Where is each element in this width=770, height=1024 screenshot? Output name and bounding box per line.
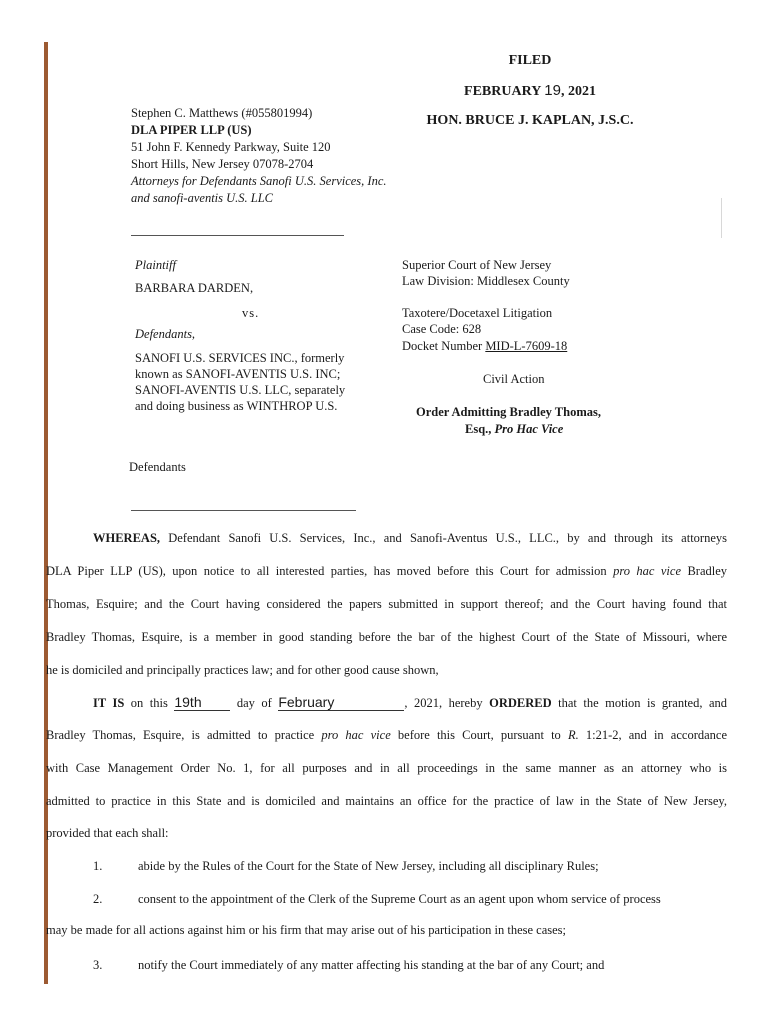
ordered-rest: that the motion is granted, and (558, 696, 728, 710)
whereas-line-5: he is domiciled and principally practices law; and for other good cause shown, (46, 663, 439, 677)
attorney-name: Stephen C. Matthews (#055801994) (131, 106, 313, 120)
civil-action: Civil Action (483, 372, 545, 386)
order-text-2e: 1:21-2, and in accordance (585, 728, 728, 742)
whereas-line-3: Thomas, Esquire; and the Court having considered the papers submitted in support thereof; and the Court having found that (46, 597, 727, 611)
defendant-line: known as SANOFI-AVENTIS U.S. INC; (135, 367, 341, 381)
rule-ref: R. (567, 728, 579, 742)
faint-divider (721, 198, 722, 238)
it-is-label: IT IS (93, 696, 125, 710)
defendant-line: and doing business as WINTHROP U.S. (135, 399, 338, 413)
plaintiff-name: BARBARA DARDEN, (135, 281, 254, 295)
order-text-2a: Bradley Thomas, Esquire, is admitted to practice (46, 728, 315, 742)
filed-year: , 2021 (560, 84, 596, 99)
defendants-label: Defendants, (135, 327, 196, 341)
margin-bar (44, 42, 48, 984)
attorney-firm: DLA PIPER LLP (US) (131, 123, 252, 137)
whereas-line-1 (93, 531, 727, 546)
item-text: consent to the appointment of the Clerk of the Supreme Court as an agent upon whom service of process (138, 892, 661, 906)
whereas-text-2a: DLA Piper LLP (US), upon notice to all interested parties, has moved before this Court for admission (46, 564, 607, 578)
order-title-2 (465, 421, 563, 437)
item-number: 2. (93, 892, 103, 906)
plaintiff-label: Plaintiff (135, 258, 176, 272)
attorney-address-1: 51 John F. Kennedy Parkway, Suite 120 (131, 140, 331, 154)
filed-date (400, 82, 660, 100)
docket-label: Docket Number (402, 339, 483, 353)
court-division: Law Division: Middlesex County (402, 274, 570, 288)
attorney-address-2: Short Hills, New Jersey 07078-2704 (131, 157, 314, 171)
whereas-line-2 (46, 564, 727, 579)
order-line-2 (46, 728, 727, 743)
order-line-5: provided that each shall: (46, 826, 169, 840)
day-fill-in: 19th (174, 694, 230, 711)
whereas-line-4: Bradley Thomas, Esquire, is a member in good standing before the bar of the highest Court of the State of Missouri, where (46, 630, 727, 644)
filed-stamp: FILED (508, 53, 552, 68)
defendants-names (135, 350, 345, 414)
court-name: Superior Court of New Jersey (402, 258, 552, 272)
item-number: 3. (93, 958, 103, 972)
defendant-line: SANOFI-AVENTIS U.S. LLC, separately (135, 383, 346, 397)
filed-month: FEBRUARY (464, 84, 541, 99)
defendant-line: SANOFI U.S. SERVICES INC., formerly (135, 351, 345, 365)
attorney-role-2: and sanofi-aventis U.S. LLC (131, 191, 274, 205)
order-text-2c: before this Court, pursuant to (397, 728, 561, 742)
year-text: , 2021, hereby (404, 696, 483, 710)
order-line-1 (93, 694, 727, 711)
order-title-1: Order Admitting Bradley Thomas, (416, 405, 601, 419)
docket-value: MID-L-7609-18 (485, 339, 568, 353)
month-fill-in: February (278, 694, 404, 711)
judge-name: HON. BRUCE J. KAPLAN, J.S.C. (426, 113, 634, 128)
ordered-label: ORDERED (489, 696, 552, 710)
filed-day: 19 (544, 82, 561, 99)
item-2-continuation: may be made for all actions against him or his firm that may arise out of his participation in these cases; (46, 923, 566, 937)
attorney-role-1: Attorneys for Defendants Sanofi U.S. Services, Inc. (131, 174, 387, 188)
order-line-3: with Case Management Order No. 1, for all purposes and in all proceedings in the same manner as an attorney who is (46, 761, 727, 775)
attorney-block (131, 105, 387, 207)
order-title-pro-hac: Pro Hac Vice (494, 422, 564, 436)
order-line-4: admitted to practice in this State and is domiciled and maintains an office for the practice of law in the State of New Jersey, (46, 794, 727, 808)
whereas-label: WHEREAS, (93, 531, 161, 545)
caption-top-rule (131, 235, 344, 236)
order-pro-hac-vice: pro hac vice (321, 728, 391, 742)
litigation-name: Taxotere/Docetaxel Litigation (402, 306, 553, 320)
docket-number (402, 338, 567, 354)
whereas-text-2c: Bradley (687, 564, 728, 578)
defendants-footer: Defendants (129, 460, 186, 474)
versus: vs. (242, 306, 260, 320)
caption-bottom-rule (131, 510, 356, 511)
whereas-text-1: Defendant Sanofi U.S. Services, Inc., and Sanofi-Aventus U.S., LLC., by and through its attorneys (168, 531, 727, 545)
pro-hac-vice-italic: pro hac vice (613, 564, 682, 578)
day-of-text: day of (236, 696, 272, 710)
item-number: 1. (93, 859, 103, 873)
order-title-esq: Esq., (465, 422, 492, 436)
item-text: abide by the Rules of the Court for the State of New Jersey, including all disciplinary Rules; (138, 859, 599, 873)
item-text: notify the Court immediately of any matter affecting his standing at the bar of any Court; and (138, 958, 605, 972)
case-code: Case Code: 628 (402, 322, 482, 336)
on-this-text: on this (130, 696, 168, 710)
